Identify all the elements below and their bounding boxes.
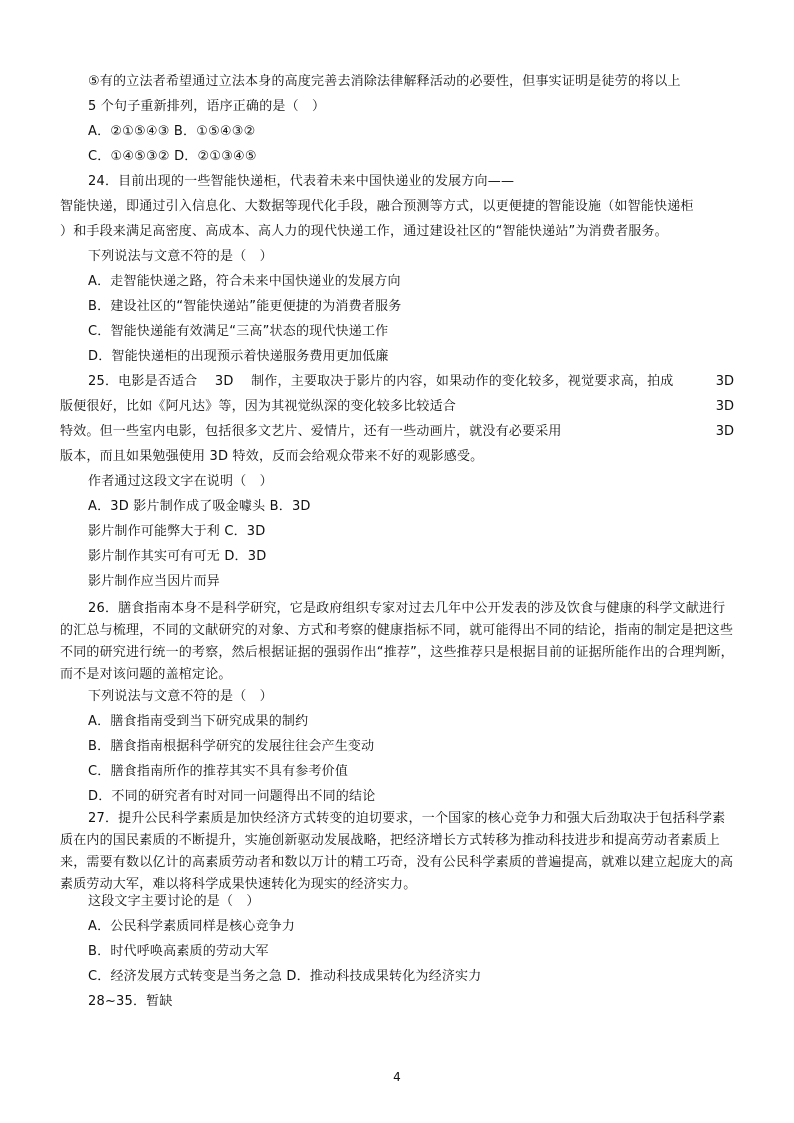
- option-line: 影片制作其实可有可无 D．3D: [88, 549, 267, 564]
- question-prompt: 下列说法与文意不符的是（ ）: [88, 249, 273, 264]
- text-line: 5 个句子重新排列，语序正确的是（ ）: [88, 99, 326, 114]
- section-note: 28~35．暂缺: [88, 994, 173, 1009]
- option-b: B．建设社区的“智能快递站”能更便捷的为消费者服务: [88, 299, 402, 314]
- question-prompt: 作者通过这段文字在说明（ ）: [88, 474, 273, 489]
- question-27: 27．提升公民科学素质是加快经济方式转变的迫切要求，一个国家的核心竞争力和强大后劲取决于包括科学素质在内的国民素质的不断提升，实施创新驱动发展战略，把经济增长方式转移为推动科技进步和提高劳动者素质上来，需要有数以亿计的高素质劳动者和数以万计的精工巧奇，没有公民科学素质的普遍提高，就难以建立起庞大的高素质劳动大军，难以将科学成果快速转化为现实的经济实力。: [60, 811, 734, 892]
- option-line: A．3D 影片制作成了吸金噱头 B．3D: [88, 499, 311, 514]
- text-line: 版本，而且如果勉强使用 3D 特效，反而会给观众带来不好的观影感受。: [60, 449, 484, 464]
- text-line: ⑤有的立法者希望通过立法本身的高度完善去消除法律解释活动的必要性，但事实证明是徒劳的将以上: [88, 74, 681, 89]
- option-a: A．走智能快递之路，符合未来中国快递业的发展方向: [88, 274, 401, 289]
- question-26: 26．膳食指南本身不是科学研究，它是政府组织专家对过去几年中公开发表的涉及饮食与健康的科学文献进行的汇总与梳理，不同的文献研究的对象、方式和考察的健康指标不同，就可能得出不同的结论，指南的制定是把这些不同的研究进行统一的考察，然后根据证据的强弱作出“推荐”，这些推荐只是根据目前的证据所能作出的合理判断，而不是对该问题的盖棺定论。: [60, 601, 734, 682]
- question-25: 25．电影是否适合 3D 制作，主要取决于影片的内容，如果动作的变化较多，视觉要求高，拍成: [88, 374, 674, 389]
- option-c: C．智能快递能有效满足“三高”状态的现代快递工作: [88, 324, 389, 339]
- option-b: B．时代呼唤高素质的劳动大军: [88, 944, 269, 959]
- question-24: 24．目前出现的一些智能快递柜，代表着未来中国快递业的发展方向——: [88, 174, 515, 189]
- text-fragment: 3D: [715, 424, 734, 439]
- option-a: A．公民科学素质同样是核心竞争力: [88, 919, 296, 934]
- option-line: 影片制作可能弊大于利 C．3D: [88, 524, 266, 539]
- option-c: C．膳食指南所作的推荐其实不具有参考价值: [88, 764, 349, 779]
- option-b: B．膳食指南根据科学研究的发展往往会产生变动: [88, 739, 375, 754]
- option-line: C．①④⑤③② D．②①③④⑤: [88, 149, 257, 164]
- question-prompt: 下列说法与文意不符的是（ ）: [88, 689, 273, 704]
- text-line: ）和手段来满足高密度、高成本、高人力的现代快递工作，通过建设社区的“智能快递站”为消费者服务。: [60, 224, 668, 239]
- option-d: D．不同的研究者有时对同一问题得出不同的结论: [88, 789, 376, 804]
- option-line: 影片制作应当因片而异: [88, 574, 221, 589]
- text-line: 版便很好，比如《阿凡达》等，因为其视觉纵深的变化较多比较适合: [60, 399, 457, 414]
- text-fragment: 3D: [715, 374, 734, 389]
- option-a: A．膳食指南受到当下研究成果的制约: [88, 714, 309, 729]
- text-line: 特效。但一些室内电影，包括很多文艺片、爱情片，还有一些动画片，就没有必要采用: [60, 424, 562, 439]
- text-fragment: 3D: [715, 399, 734, 414]
- question-prompt: 这段文字主要讨论的是（ ）: [88, 894, 260, 909]
- option-d: D．智能快递柜的出现预示着快递服务费用更加低廉: [88, 349, 389, 364]
- page-number: 4: [393, 1070, 401, 1084]
- option-line: A．②①⑤④③ B．①⑤④③②: [88, 124, 256, 139]
- option-line: C．经济发展方式转变是当务之急 D．推动科技成果转化为经济实力: [88, 969, 482, 984]
- text-line: 智能快递，即通过引入信息化、大数据等现代化手段，融合预测等方式，以更便捷的智能设施（如智能快递柜: [60, 199, 694, 214]
